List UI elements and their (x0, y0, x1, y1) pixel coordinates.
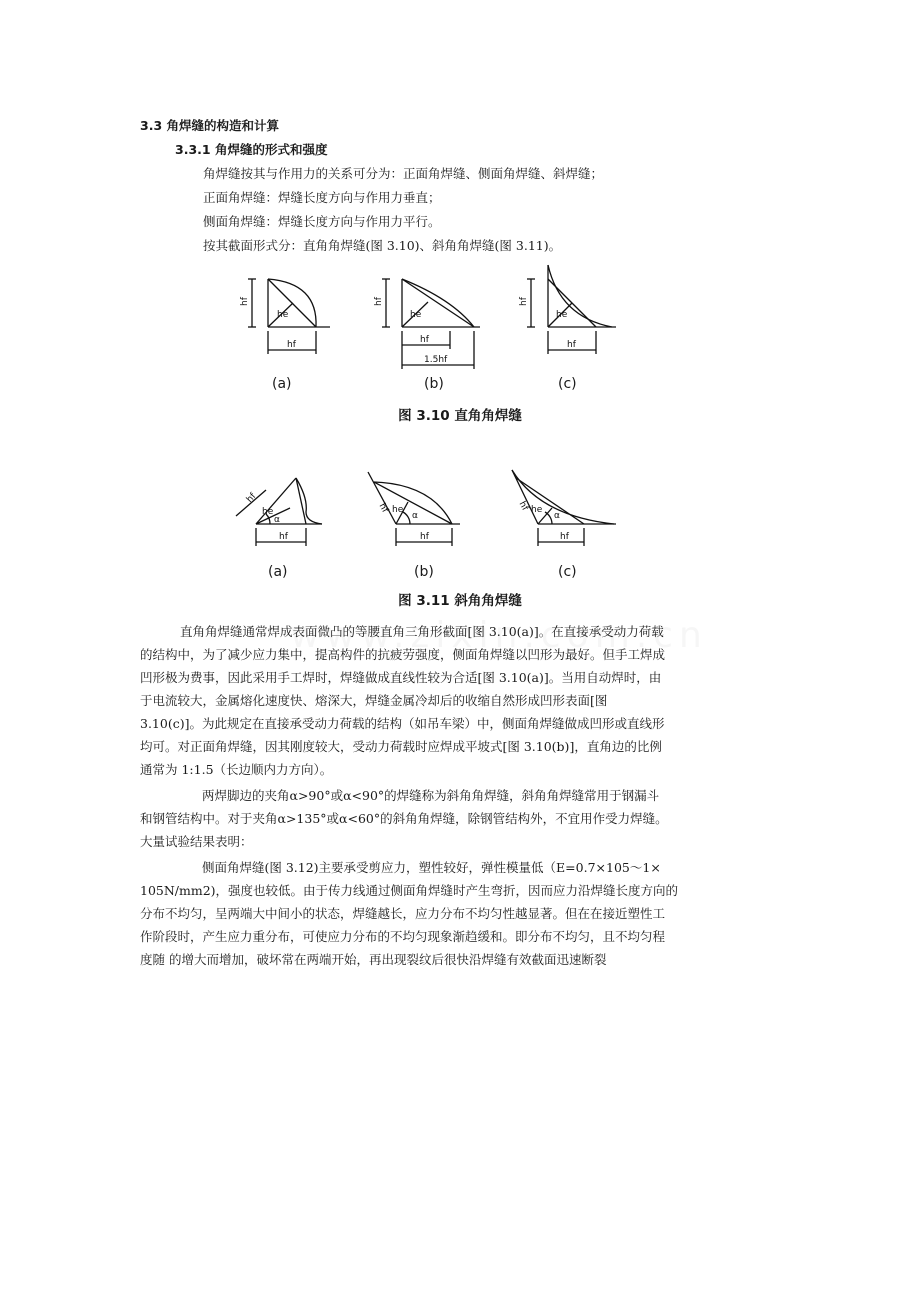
para2-line-2: 和钢管结构中。对于夹角α>135°或α<60°的斜角角焊缝，除钢管结构外，不宜用作受力焊缝。 (140, 811, 668, 826)
fig311-sub-a: (a) (268, 564, 288, 580)
fig310-c-he: he (556, 310, 568, 320)
para3-line-4: 作阶段时，产生应力重分布，可使应力分布的不均匀现象渐趋缓和。即分布不均匀，且不均匀程 (140, 929, 666, 944)
fig311-c-alpha: α (554, 511, 560, 521)
para3-line-5: 度随 的增大而增加，破坏常在两端开始，再出现裂纹后很快沿焊缝有效截面迅速断裂 (140, 952, 607, 967)
para3-line-3: 分布不均匀，呈两端大中间小的状态，焊缝越长，应力分布不均匀性越显著。但在在接近塑性工 (140, 906, 666, 921)
para1-line-5: 3.10(c)]。为此规定在直接承受动力荷载的结构（如吊车梁）中，侧面角焊缝做成凹形或直线形 (140, 716, 665, 731)
subsection-heading: 3.3.1 角焊缝的形式和强度 (175, 142, 328, 157)
fig311-b-hf-slanted: hf (376, 501, 390, 515)
fig311-a-he: he (262, 507, 274, 517)
intro-line-4: 按其截面形式分：直角角焊缝(图 3.10)、斜角角焊缝(图 3.11)。 (203, 238, 562, 253)
fig310-b-hf-vertical: hf (374, 297, 384, 306)
figure-3-10-drawing (0, 255, 920, 415)
fig310-a-he: he (277, 310, 289, 320)
fig311-b-he: he (392, 505, 404, 515)
intro-line-2: 正面角焊缝：焊缝长度方向与作用力垂直； (203, 190, 441, 205)
fig310-b-he: he (410, 310, 422, 320)
para1-line-2: 的结构中，为了减少应力集中，提高构件的抗疲劳强度，侧面角焊缝以凹形为最好。但手工焊成 (140, 647, 666, 662)
fig310-c-hf-vertical: hf (519, 297, 529, 306)
fig310-b-1-5hf: 1.5hf (424, 355, 448, 365)
para1-line-7: 通常为 1:1.5（长边顺内力方向）。 (140, 762, 333, 777)
fig311-sub-b: (b) (414, 564, 434, 580)
fig310-sub-a: (a) (272, 376, 292, 392)
paragraph-3 (140, 856, 780, 971)
para1-line-1: 直角角焊缝通常焊成表面微凸的等腰直角三角形截面[图 3.10(a)]。在直接承受动力荷载 (180, 624, 664, 639)
fig310-a-hf: hf (287, 340, 296, 350)
fig310-sub-b: (b) (424, 376, 444, 392)
fig310-sub-c: (c) (558, 376, 577, 392)
para2-line-3: 大量试验结果表明： (140, 834, 253, 849)
fig311-a-hf-slanted: hf (244, 491, 259, 505)
intro-line-1: 角焊缝按其与作用力的关系可分为：正面角焊缝、侧面角焊缝、斜焊缝； (203, 166, 604, 181)
para2-line-1: 两焊脚边的夹角α>90°或α<90°的焊缝称为斜角角焊缝，斜角角焊缝常用于钢漏斗 (202, 788, 660, 803)
fig310-caption: 图 3.10 直角角焊缝 (398, 408, 522, 424)
figure-3-11-drawing (0, 460, 920, 560)
fig310-c-hf: hf (567, 340, 576, 350)
para1-line-3: 凹形极为费事，因此采用手工焊时，焊缝做成直线性较为合适[图 3.10(a)]。当用自动焊时，由 (140, 670, 662, 685)
intro-line-3: 侧面角焊缝：焊缝长度方向与作用力平行。 (203, 214, 441, 229)
fig311-sub-c: (c) (558, 564, 577, 580)
fig311-a-hf: hf (279, 532, 288, 542)
fig311-b-hf: hf (420, 532, 429, 542)
fig311-caption: 图 3.11 斜角角焊缝 (398, 593, 522, 609)
paragraph-2 (140, 784, 780, 853)
fig310-b-hf: hf (420, 335, 429, 345)
para1-line-6: 均可。对正面角焊缝，因其刚度较大，受动力荷载时应焊成平坡式[图 3.10(b)]，直角边的比例 (140, 739, 662, 754)
para3-line-1: 侧面角焊缝(图 3.12)主要承受剪应力，塑性较好，弹性模量低（E=0.7×105～1× (202, 860, 661, 875)
fig311-b-alpha: α (412, 511, 418, 521)
paragraph-1 (140, 620, 780, 781)
para1-line-4: 于电流较大，金属熔化速度快、熔深大，焊缝金属冷却后的收缩自然形成凹形表面[图 (140, 693, 608, 708)
fig311-c-hf: hf (560, 532, 569, 542)
fig311-c-he: he (531, 505, 543, 515)
section-heading: 3.3 角焊缝的构造和计算 (140, 118, 279, 133)
fig311-a-alpha: α (274, 515, 280, 525)
fig310-a-hf-vertical: hf (240, 297, 250, 306)
fig311-c-hf-slanted: hf (516, 499, 530, 513)
para3-line-2: 105N/mm2)，强度也较低。由于传力线通过侧面角焊缝时产生弯折，因而应力沿焊缝长度方向的 (140, 883, 679, 898)
